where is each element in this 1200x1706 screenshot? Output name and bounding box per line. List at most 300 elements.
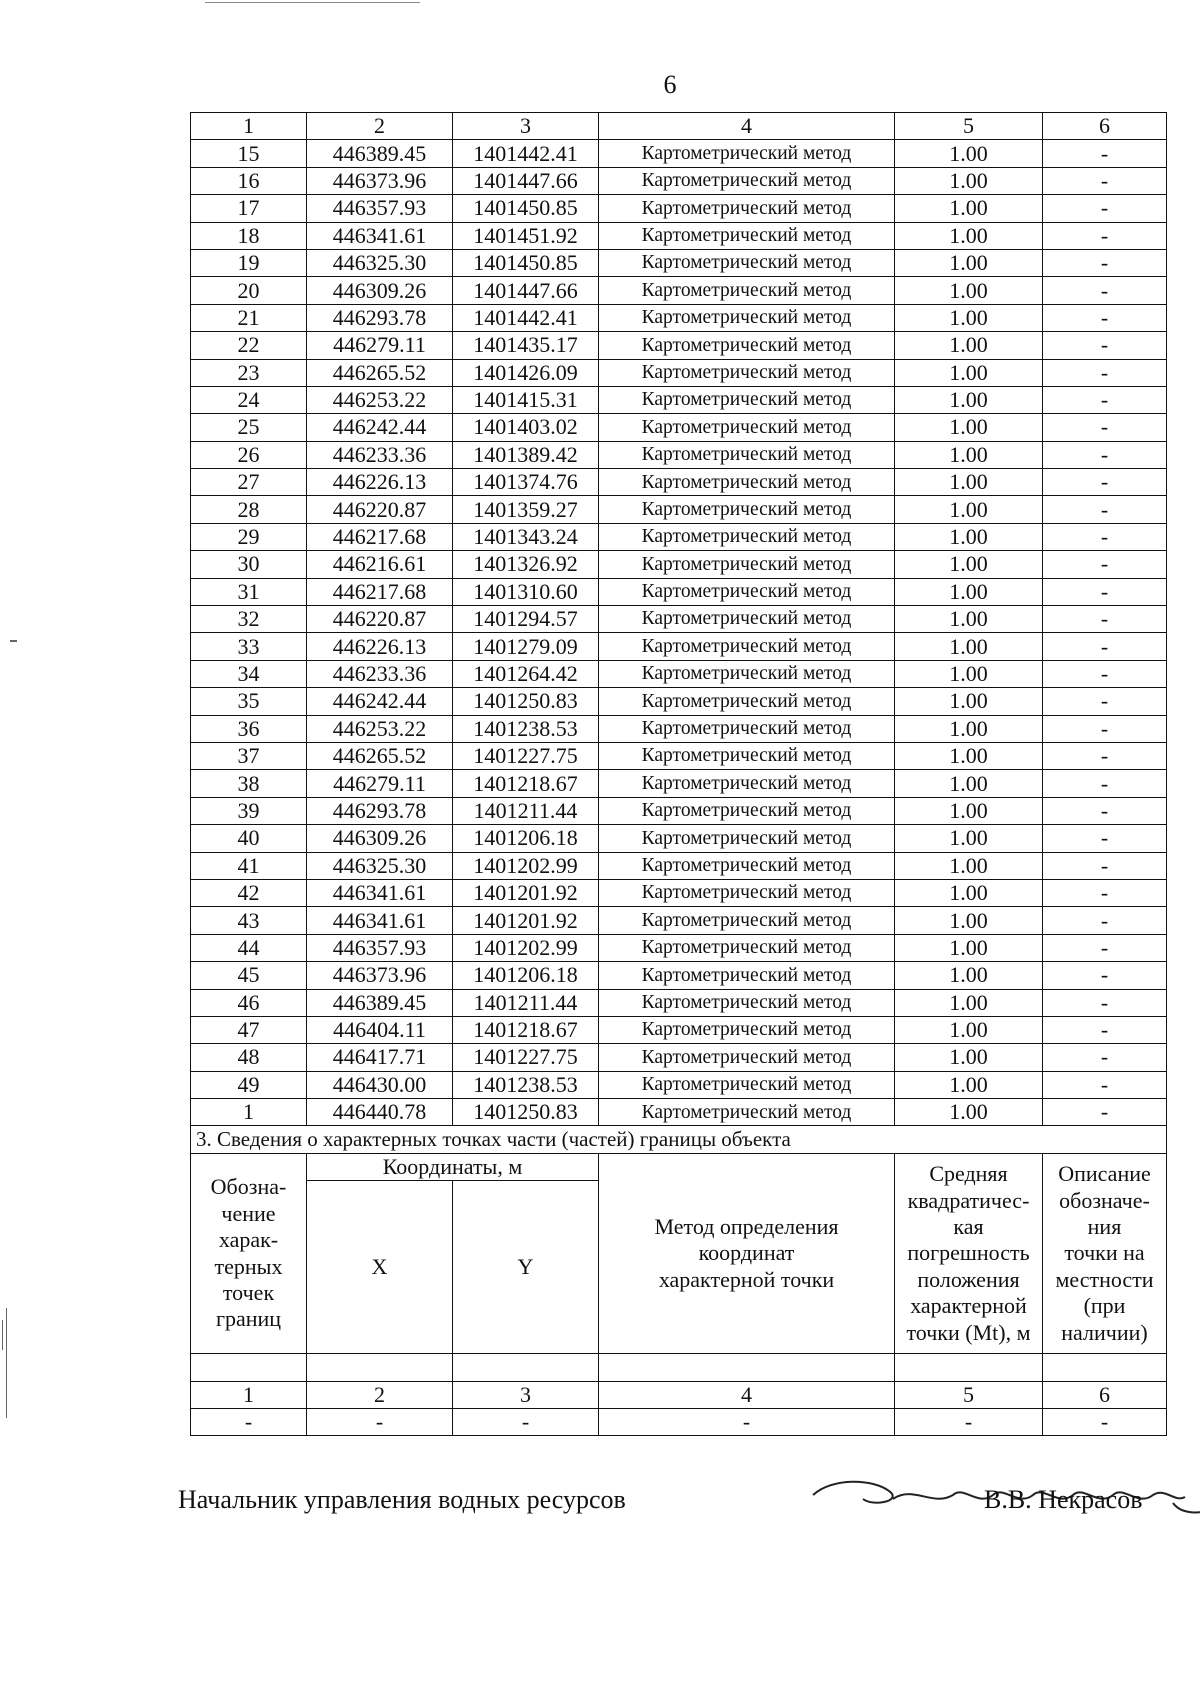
point-number: 16 [191,167,307,194]
header-method [599,1153,895,1353]
description: - [1043,1016,1167,1043]
empty-cell: - [453,1409,599,1436]
method: Картометрический метод [599,386,895,413]
table-row [191,879,1167,906]
table-row [191,1099,1167,1126]
table-row [191,852,1167,879]
description: - [1043,989,1167,1016]
section3-empty-row [191,1409,1167,1436]
coordinate-x: 446242.44 [307,688,453,715]
method: Картометрический метод [599,989,895,1016]
accuracy: 1.00 [895,441,1043,468]
signatory-name: В.В. Некрасов [984,1485,1143,1514]
empty-cell: - [307,1409,453,1436]
description: - [1043,496,1167,523]
table-row [191,523,1167,550]
header-spacer-row [191,1354,1167,1381]
coordinate-y: 1401201.92 [453,879,599,906]
method: Картометрический метод [599,715,895,742]
description: - [1043,606,1167,633]
method: Картометрический метод [599,770,895,797]
accuracy: 1.00 [895,688,1043,715]
method: Картометрический метод [599,742,895,769]
section3-header-row [191,1153,1167,1180]
column-number: 3 [453,113,599,140]
accuracy: 1.00 [895,633,1043,660]
point-number: 49 [191,1071,307,1098]
header-x: X [307,1181,453,1354]
table-row [191,962,1167,989]
method: Картометрический метод [599,167,895,194]
point-number: 47 [191,1016,307,1043]
method: Картометрический метод [599,962,895,989]
method: Картометрический метод [599,332,895,359]
table-row [191,277,1167,304]
coordinate-x: 446373.96 [307,962,453,989]
point-number: 23 [191,359,307,386]
coordinate-x: 446389.45 [307,140,453,167]
coordinate-x: 446220.87 [307,606,453,633]
point-number: 20 [191,277,307,304]
description: - [1043,277,1167,304]
method: Картометрический метод [599,907,895,934]
description: - [1043,660,1167,687]
coordinate-x: 446226.13 [307,469,453,496]
accuracy: 1.00 [895,825,1043,852]
description: - [1043,304,1167,331]
coordinate-x: 446389.45 [307,989,453,1016]
point-number: 21 [191,304,307,331]
description: - [1043,852,1167,879]
coordinate-x: 446233.36 [307,660,453,687]
point-number: 25 [191,414,307,441]
column-number: 4 [599,1381,895,1408]
coordinate-y: 1401206.18 [453,962,599,989]
coordinate-y: 1401447.66 [453,167,599,194]
coordinate-x: 446265.52 [307,359,453,386]
description: - [1043,222,1167,249]
description: - [1043,195,1167,222]
coordinate-y: 1401426.09 [453,359,599,386]
point-number: 40 [191,825,307,852]
header-description [1043,1153,1167,1353]
method: Картометрический метод [599,496,895,523]
table-row [191,770,1167,797]
point-number: 28 [191,496,307,523]
coordinate-y: 1401227.75 [453,1044,599,1071]
accuracy: 1.00 [895,962,1043,989]
column-number: 5 [895,113,1043,140]
table-row [191,167,1167,194]
table-row [191,715,1167,742]
description: - [1043,140,1167,167]
table-row [191,1016,1167,1043]
coordinate-x: 446357.93 [307,934,453,961]
coordinate-x: 446242.44 [307,414,453,441]
header-coordinates: Координаты, м [307,1153,599,1180]
spacer-cell [453,1354,599,1381]
accuracy: 1.00 [895,359,1043,386]
method: Картометрический метод [599,578,895,605]
coordinate-y: 1401310.60 [453,578,599,605]
spacer-cell [895,1354,1043,1381]
method: Картометрический метод [599,414,895,441]
description: - [1043,359,1167,386]
table-row [191,606,1167,633]
table-row [191,249,1167,276]
coordinate-y: 1401435.17 [453,332,599,359]
table-row [191,441,1167,468]
coordinate-x: 446309.26 [307,277,453,304]
coordinate-x: 446220.87 [307,496,453,523]
coordinate-y: 1401250.83 [453,688,599,715]
coordinate-y: 1401389.42 [453,441,599,468]
point-number: 38 [191,770,307,797]
coordinate-y: 1401294.57 [453,606,599,633]
table-row [191,660,1167,687]
accuracy: 1.00 [895,304,1043,331]
table-row [191,469,1167,496]
header-y: Y [453,1181,599,1354]
point-number: 35 [191,688,307,715]
header-method-text: Метод определения координат характерной точки [654,1213,839,1292]
method: Картометрический метод [599,1016,895,1043]
description: - [1043,962,1167,989]
coordinate-y: 1401374.76 [453,469,599,496]
method: Картометрический метод [599,1071,895,1098]
coordinate-x: 446217.68 [307,523,453,550]
column-number: 6 [1043,113,1167,140]
description: - [1043,469,1167,496]
accuracy: 1.00 [895,1099,1043,1126]
accuracy: 1.00 [895,496,1043,523]
table-row [191,633,1167,660]
empty-cell: - [895,1409,1043,1436]
section3-title: 3. Сведения о характерных точках части (частей) границы объекта [191,1126,1167,1153]
method: Картометрический метод [599,249,895,276]
coordinate-y: 1401415.31 [453,386,599,413]
method: Картометрический метод [599,660,895,687]
coordinate-x: 446293.78 [307,304,453,331]
method: Картометрический метод [599,934,895,961]
header-error [895,1153,1043,1353]
column-number: 1 [191,1381,307,1408]
coordinate-y: 1401403.02 [453,414,599,441]
method: Картометрический метод [599,688,895,715]
table-row [191,578,1167,605]
table-row [191,907,1167,934]
method: Картометрический метод [599,852,895,879]
table-row [191,1044,1167,1071]
table-row [191,742,1167,769]
accuracy: 1.00 [895,797,1043,824]
coordinate-x: 446357.93 [307,195,453,222]
table-row [191,332,1167,359]
coordinate-y: 1401206.18 [453,825,599,852]
coordinate-y: 1401201.92 [453,907,599,934]
column-number: 3 [453,1381,599,1408]
description: - [1043,1044,1167,1071]
table-row [191,195,1167,222]
signatory-title: Начальник управления водных ресурсов [178,1485,626,1514]
table-row [191,934,1167,961]
page-number: 6 [663,70,677,99]
point-number: 33 [191,633,307,660]
point-number: 24 [191,386,307,413]
method: Картометрический метод [599,1044,895,1071]
coordinate-y: 1401442.41 [453,140,599,167]
coordinate-x: 446309.26 [307,825,453,852]
coordinate-x: 446226.13 [307,633,453,660]
accuracy: 1.00 [895,1044,1043,1071]
description: - [1043,386,1167,413]
coordinate-y: 1401447.66 [453,277,599,304]
method: Картометрический метод [599,222,895,249]
description: - [1043,167,1167,194]
accuracy: 1.00 [895,1071,1043,1098]
empty-cell: - [1043,1409,1167,1436]
coordinate-y: 1401211.44 [453,989,599,1016]
spacer-cell [191,1354,307,1381]
table-row [191,688,1167,715]
point-number: 26 [191,441,307,468]
method: Картометрический метод [599,140,895,167]
point-number: 31 [191,578,307,605]
coordinate-x: 446253.22 [307,715,453,742]
accuracy: 1.00 [895,989,1043,1016]
coordinate-y: 1401202.99 [453,852,599,879]
point-number: 18 [191,222,307,249]
header-error-text: Средняя квадратичес- кая погрешность положения характерной точки (Mt), м [906,1161,1031,1345]
coordinate-x: 446279.11 [307,332,453,359]
spacer-cell [1043,1354,1167,1381]
method: Картометрический метод [599,1099,895,1126]
description: - [1043,742,1167,769]
table-row [191,359,1167,386]
coordinate-y: 1401227.75 [453,742,599,769]
coordinate-y: 1401442.41 [453,304,599,331]
accuracy: 1.00 [895,249,1043,276]
accuracy: 1.00 [895,770,1043,797]
method: Картометрический метод [599,523,895,550]
accuracy: 1.00 [895,852,1043,879]
description: - [1043,770,1167,797]
description: - [1043,414,1167,441]
coordinate-y: 1401238.53 [453,1071,599,1098]
accuracy: 1.00 [895,742,1043,769]
point-number: 36 [191,715,307,742]
section3-title-row [191,1126,1167,1153]
coordinate-y: 1401211.44 [453,797,599,824]
method: Картометрический метод [599,195,895,222]
description: - [1043,633,1167,660]
accuracy: 1.00 [895,879,1043,906]
coordinate-y: 1401218.67 [453,1016,599,1043]
header-description-text: Описание обозначе- ния точки на местности (при наличии) [1055,1161,1154,1345]
point-number: 39 [191,797,307,824]
column-number: 2 [307,113,453,140]
coordinate-x: 446216.61 [307,551,453,578]
coordinate-y: 1401250.83 [453,1099,599,1126]
accuracy: 1.00 [895,715,1043,742]
method: Картометрический метод [599,879,895,906]
coordinate-x: 446404.11 [307,1016,453,1043]
coordinate-x: 446233.36 [307,441,453,468]
table-row [191,797,1167,824]
scan-margin-mark [2,1320,3,1350]
table-row [191,1071,1167,1098]
column-number: 6 [1043,1381,1167,1408]
point-number: 46 [191,989,307,1016]
accuracy: 1.00 [895,469,1043,496]
table-row [191,825,1167,852]
column-number: 4 [599,113,895,140]
section3-column-number-row [191,1381,1167,1408]
description: - [1043,441,1167,468]
accuracy: 1.00 [895,578,1043,605]
description: - [1043,523,1167,550]
accuracy: 1.00 [895,332,1043,359]
column-number: 1 [191,113,307,140]
coordinate-x: 446265.52 [307,742,453,769]
method: Картометрический метод [599,304,895,331]
coordinate-x: 446325.30 [307,852,453,879]
description: - [1043,578,1167,605]
point-number: 48 [191,1044,307,1071]
accuracy: 1.00 [895,277,1043,304]
coordinate-x: 446417.71 [307,1044,453,1071]
point-number: 17 [191,195,307,222]
spacer-cell [307,1354,453,1381]
accuracy: 1.00 [895,386,1043,413]
table-row [191,414,1167,441]
accuracy: 1.00 [895,551,1043,578]
accuracy: 1.00 [895,1016,1043,1043]
point-number: 1 [191,1099,307,1126]
coordinate-x: 446341.61 [307,222,453,249]
accuracy: 1.00 [895,140,1043,167]
coordinate-x: 446293.78 [307,797,453,824]
boundary-points-table [190,112,1167,1436]
coordinate-x: 446430.00 [307,1071,453,1098]
accuracy: 1.00 [895,907,1043,934]
coordinate-y: 1401218.67 [453,770,599,797]
accuracy: 1.00 [895,195,1043,222]
description: - [1043,1099,1167,1126]
accuracy: 1.00 [895,934,1043,961]
point-number: 43 [191,907,307,934]
table-row [191,304,1167,331]
table-row [191,989,1167,1016]
description: - [1043,879,1167,906]
header-designation [191,1153,307,1353]
method: Картометрический метод [599,469,895,496]
spacer-cell [599,1354,895,1381]
coordinate-y: 1401279.09 [453,633,599,660]
point-number: 37 [191,742,307,769]
point-number: 29 [191,523,307,550]
coordinate-y: 1401326.92 [453,551,599,578]
coordinate-y: 1401359.27 [453,496,599,523]
coordinate-y: 1401450.85 [453,195,599,222]
description: - [1043,715,1167,742]
description: - [1043,1071,1167,1098]
point-number: 30 [191,551,307,578]
accuracy: 1.00 [895,660,1043,687]
point-number: 34 [191,660,307,687]
description: - [1043,825,1167,852]
scan-margin-mark [6,1308,7,1418]
method: Картометрический метод [599,359,895,386]
method: Картометрический метод [599,606,895,633]
coordinate-y: 1401202.99 [453,934,599,961]
point-number: 15 [191,140,307,167]
header-designation-text: Обозна- чение харак- терных точек границ [210,1174,287,1332]
description: - [1043,934,1167,961]
table-row [191,222,1167,249]
accuracy: 1.00 [895,523,1043,550]
scan-margin-mark [10,640,17,642]
point-number: 44 [191,934,307,961]
coordinate-x: 446440.78 [307,1099,453,1126]
description: - [1043,249,1167,276]
description: - [1043,551,1167,578]
point-number: 22 [191,332,307,359]
empty-cell: - [599,1409,895,1436]
description: - [1043,332,1167,359]
accuracy: 1.00 [895,606,1043,633]
point-number: 41 [191,852,307,879]
column-number: 5 [895,1381,1043,1408]
description: - [1043,688,1167,715]
coordinate-y: 1401238.53 [453,715,599,742]
coordinate-y: 1401450.85 [453,249,599,276]
table-row [191,386,1167,413]
method: Картометрический метод [599,551,895,578]
point-number: 42 [191,879,307,906]
accuracy: 1.00 [895,414,1043,441]
coordinate-x: 446279.11 [307,770,453,797]
point-number: 32 [191,606,307,633]
coordinate-x: 446325.30 [307,249,453,276]
column-number: 2 [307,1381,453,1408]
point-number: 45 [191,962,307,989]
method: Картометрический метод [599,441,895,468]
method: Картометрический метод [599,633,895,660]
scan-top-line [205,2,420,3]
description: - [1043,797,1167,824]
table-row [191,140,1167,167]
accuracy: 1.00 [895,167,1043,194]
table-row [191,551,1167,578]
table-row [191,496,1167,523]
method: Картометрический метод [599,825,895,852]
coordinate-y: 1401343.24 [453,523,599,550]
description: - [1043,907,1167,934]
coordinate-x: 446373.96 [307,167,453,194]
column-number-row [191,113,1167,140]
accuracy: 1.00 [895,222,1043,249]
coordinate-x: 446253.22 [307,386,453,413]
coordinate-y: 1401451.92 [453,222,599,249]
method: Картометрический метод [599,277,895,304]
coordinate-x: 446341.61 [307,907,453,934]
point-number: 27 [191,469,307,496]
point-number: 19 [191,249,307,276]
coordinate-y: 1401264.42 [453,660,599,687]
empty-cell: - [191,1409,307,1436]
method: Картометрический метод [599,797,895,824]
